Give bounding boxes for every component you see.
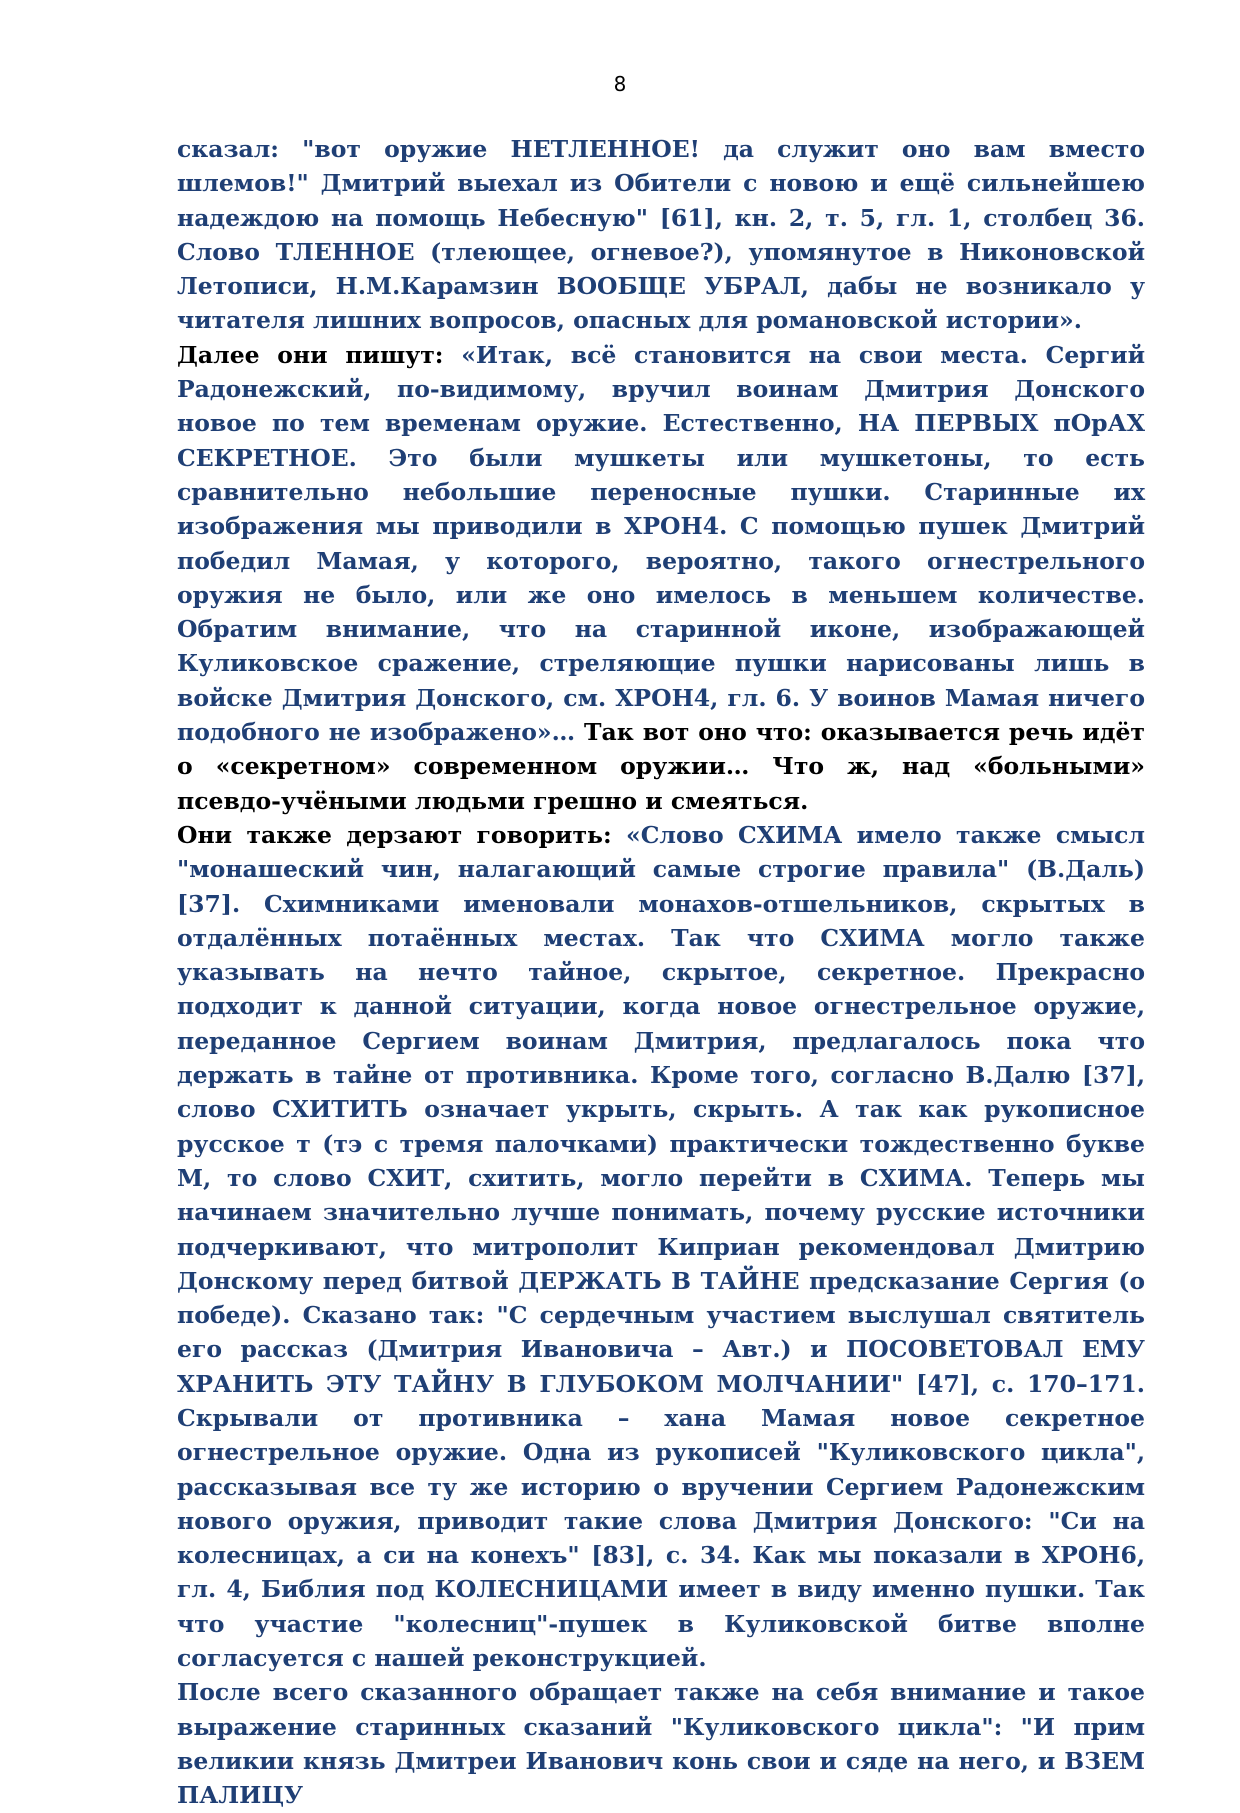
document-body (177, 132, 1145, 1813)
paragraph-1 (177, 132, 1145, 338)
author-text: Так вот оно что: оказывается речь идёт о «секретном» современном оружии… Что ж, над «больными» псевдо-учёными людьми грешно и смеяться. (177, 718, 1145, 815)
quote-text: сказал: "вот оружие НЕТЛЕННОЕ! да служит оно вам вместо шлемов!" Дмитрий выехал из Обители с новою и ещё сильнейшею надеждою на помощь Небесную" [61], кн. 2, т. 5, гл. 1, столбец 36. Слово ТЛЕННОЕ (тлеющее, огневое?), упомянутое в Никоновской Летописи, Н.М.Карамзин ВООБЩЕ УБРАЛ, дабы не возникало у читателя лишних вопросов, опасных для романовской истории». (177, 135, 1145, 335)
quote-text: «Слово СХИМА имело также смысл "монашеский чин, налагающий самые строгие правила" (В.Даль) [37]. Схимниками именовали монахов-отшельников, скрытых в отдалённых потаённых местах. Так что СХИМА могло также указывать на нечто тайное, скрытое, секретное. Прекрасно подходит к данной ситуации, когда новое огнестрельное оружие, переданное Сергием воинам Дмитрия, предлагалось пока что держать в тайне от противника. Кроме того, согласно В.Далю [37], слово СХИТИТЬ означает укрыть, скрыть. А так как рукописное русское т (тэ с тремя палочками) практически тождественно букве М, то слово СХИТ, схитить, могло перейти в СХИМА. Теперь мы начинаем значительно лучше понимать, почему русские источники подчеркивают, что митрополит Киприан рекомендовал Дмитрию Донскому перед битвой ДЕРЖАТЬ В ТАЙНЕ предсказание Сергия (о победе). Сказано так: "С сердечным участием выслушал святитель его рассказ (Дмитрия Ивановича – Авт.) и ПОСОВЕТОВАЛ ЕМУ ХРАНИТЬ ЭТУ ТАЙНУ В ГЛУБОКОМ МОЛЧАНИИ" [47], с. 170–171. Скрывали от противника – хана Мамая новое секретное огнестрельное оружие. Одна из рукописей "Куликовского цикла", рассказывая все ту же историю о вручении Сергием Радонежским нового оружия, приводит такие слова Дмитрия Донского: "Си на колесницах, а си на конехъ" [83], с. 34. Как мы показали в ХРОН6, гл. 4, Библия под КОЛЕСНИЦАМИ имеет в виду именно пушки. Так что участие "колесниц"-пушек в Куликовской битве вполне согласуется с нашей реконструкцией. (177, 820, 1145, 1673)
page-number: 8 (613, 72, 627, 96)
quote-text: После всего сказанного обращает также на себя внимание и такое выражение старинных сказаний "Куликовского цикла": "И прим великии князь Дмитреи Иванович конь свои и сяде на него, и ВЗЕМ ПАЛИЦУ (177, 1678, 1145, 1810)
paragraph-4 (177, 1675, 1145, 1812)
author-text: Они также дерзают говорить: (177, 820, 627, 849)
quote-text: «Итак, всё становится на свои места. Сергий Радонежский, по-видимому, вручил воинам Дмитрия Донского новое по тем временам оружие. Естественно, НА ПЕРВЫХ пОрАХ СЕКРЕТНОЕ. Это были мушкеты или мушкетоны, то есть сравнительно небольшие переносные пушки. Старинные их изображения мы приводили в ХРОН4. С помощью пушек Дмитрий победил Мамая, у которого, вероятно, такого огнестрельного оружия не было, или же оно имелось в меньшем количестве. Обратим внимание, что на старинной иконе, изображающей Куликовское сражение, стреляющие пушки нарисованы лишь в войске Дмитрия Донского, см. ХРОН4, гл. 6. У воинов Мамая ничего подобного не изображено»… (177, 340, 1145, 747)
author-text: Далее они пишут: (177, 340, 462, 369)
paragraph-3 (177, 818, 1145, 1675)
paragraph-2 (177, 338, 1145, 818)
